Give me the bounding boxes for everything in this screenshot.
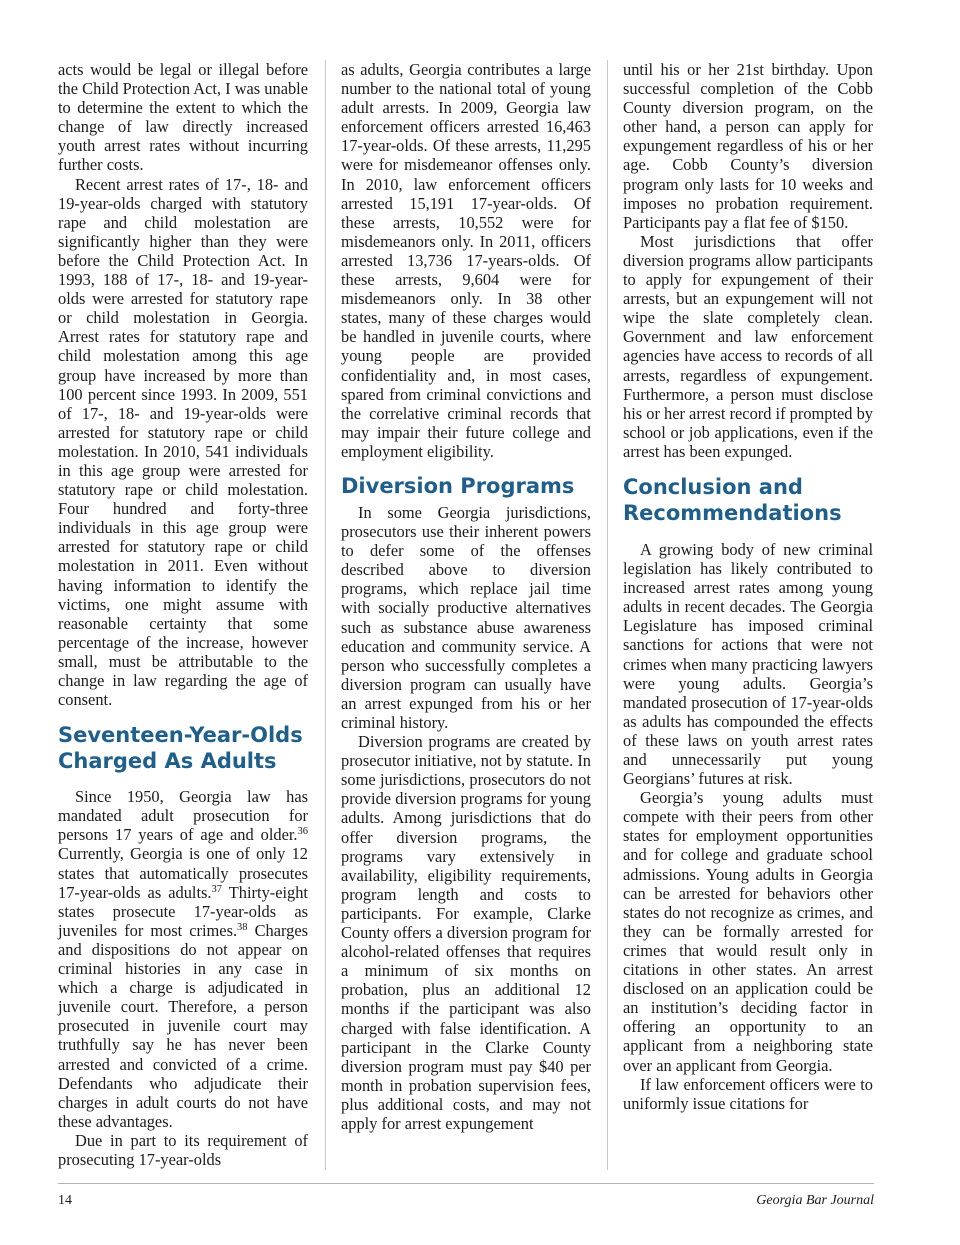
footnote-ref-37: 37: [211, 883, 223, 895]
footnote-ref-36: 36: [297, 826, 308, 838]
footnote-ref-38: 38: [237, 921, 248, 933]
paragraph: Recent arrest rates of 17-, 18- and 19-year-olds charged with statutory rape and child molestation are significantly higher than they were before the Child Protection Act. In 1993, 188 of 17-, 18- and 19-year-olds were arrested for statutory rape or child molestation in Georgia. Arrest rates for statutory rape and child molestation among this age group have increased by more than 100 percent since 1993. In 2009, 551 of 17-, 18- and 19-year-olds were arrested for statutory rape or child molestation. In 2010, 541 individuals in this age group were arrested for statutory rape or child molestation. Four hundred and forty-three individuals in this age group were arrested for statutory rape or child molestation in 2011. Even without having information to identify the victims, one might assume with reasonable certainty that some percentage of the increase, however small, must be attributable to the change in law regarding the age of consent.: [58, 174, 308, 710]
paragraph: Most jurisdictions that offer diversion programs allow participants to apply for expungement of their arrests, but an expungement will not wipe the slate completely clean. Government and law enforcement agencies have access to records of all arrests, regardless of expungement. Furthermore, a person must disclose his or her arrest record if prompted by school or job applications, even if the arrest has been expunged.: [623, 231, 873, 461]
column-1: [58, 60, 308, 1169]
paragraph: as adults, Georgia contributes a large number to the national total of young adult arrests. In 2009, Georgia law enforcement officers arrested 16,463 17-year-olds. Of these arrests, 11,295 were for misdemeanor offenses only. In 2010, law enforcement officers arrested 15,191 17-year-olds. Of these arrests, 10,552 were for misdemeanors only. In 2011, officers arrested 13,736 17-years-olds. Of these arrests, 9,604 were for misdemeanors only. In 38 other states, many of these charges would be handled in juvenile courts, where young people are provided confidentiality and, in most cases, spared from criminal convictions and the correlative criminal records that may impair their future college and employment eligibility.: [341, 60, 591, 461]
page-number: 14: [58, 1193, 72, 1208]
journal-name: Georgia Bar Journal: [756, 1193, 874, 1208]
paragraph: until his or her 21st birthday. Upon successful completion of the Cobb County diversion program, on the other hand, a person can apply for expungement regardless of his or her age. Cobb County’s diversion program only lasts for 10 weeks and imposes no probation requirement. Participants pay a flat fee of $150.: [623, 60, 873, 232]
column-divider: [325, 60, 326, 1170]
column-divider: [607, 60, 608, 1170]
column-2: [341, 60, 591, 1133]
paragraph: If law enforcement officers were to uniformly issue citations for: [623, 1074, 873, 1113]
column-3: [623, 60, 873, 1113]
paragraph: Since 1950, Georgia law has mandated adult prosecution for persons 17 years of age and older.$^{36}$ Currently, Georgia is one of only 12 states that automatically prosecutes 17-year-olds as adults.$^{37}$ Thirty-eight states prosecute 17-year-olds as juveniles for most crimes.$^{38}$ Charges and dispositions do not appear on criminal histories in any case in which a charge is adjudicated in juvenile court. Therefore, a person prosecuted in juvenile court may truthfully say he has never been arrested and convicted of a crime. Defendants who adjudicate their charges in adult courts do not have these advantages.: [58, 787, 308, 1131]
section-heading-conclusion: Conclusion and Recommendations: [623, 474, 842, 525]
paragraph: A growing body of new criminal legislation has likely contributed to increased arrest rates among young adults in recent decades. The Georgia Legislature has imposed criminal sanctions for actions that were not crimes when many practicing lawyers were young adults. Georgia’s mandated prosecution of 17-year-olds as adults has compounded the effects of these laws on youth arrest rates and unnecessarily put young Georgians’ futures at risk.: [623, 539, 873, 789]
paragraph: Georgia’s young adults must compete with their peers from other states for employment opportunities and for college and graduate school admissions. Young adults in Georgia can be arrested for behaviors other states do not recognize as crimes, and they can be formally arrested for crimes that would result only in citations in other states. An arrest disclosed on an application could be an institution’s deciding factor in offering an opportunity to an applicant from a neighboring state over an applicant from Georgia.: [623, 788, 873, 1075]
footer-divider: [58, 1183, 874, 1184]
paragraph: Diversion programs are created by prosecutor initiative, not by statute. In some jurisdictions, prosecutors do not provide diversion programs for young adults. Among jurisdictions that do offer diversion programs, the programs vary extensively in availability, eligibility requirements, program length and costs to participants. For example, Clarke County offers a diversion program for alcohol-related offenses that requires a minimum of six months on probation, plus an additional 12 months if the participant was also charged with false identification. A participant in the Clarke County diversion program must pay $40 per month in probation supervision fees, plus additional costs, and may not apply for arrest expungement: [341, 732, 591, 1133]
section-heading-seventeen-year-olds: Seventeen-Year-Olds Charged As Adults: [58, 723, 303, 774]
paragraph: acts would be legal or illegal before the Child Protection Act, I was unable to determine the extent to which the change of law directly increased youth arrest rates without incurring further costs.: [58, 60, 308, 175]
paragraph: In some Georgia jurisdictions, prosecutors use their inherent powers to defer some of the offenses described above to diversion programs, which replace jail time with socially productive alternatives such as substance abuse awareness education and community service. A person who successfully completes a diversion program can usually have an arrest expunged from his or her criminal history.: [341, 502, 591, 732]
section-heading-diversion-programs: Diversion Programs: [341, 473, 575, 498]
paragraph: Due in part to its requirement of prosecuting 17-year-olds: [58, 1130, 308, 1169]
